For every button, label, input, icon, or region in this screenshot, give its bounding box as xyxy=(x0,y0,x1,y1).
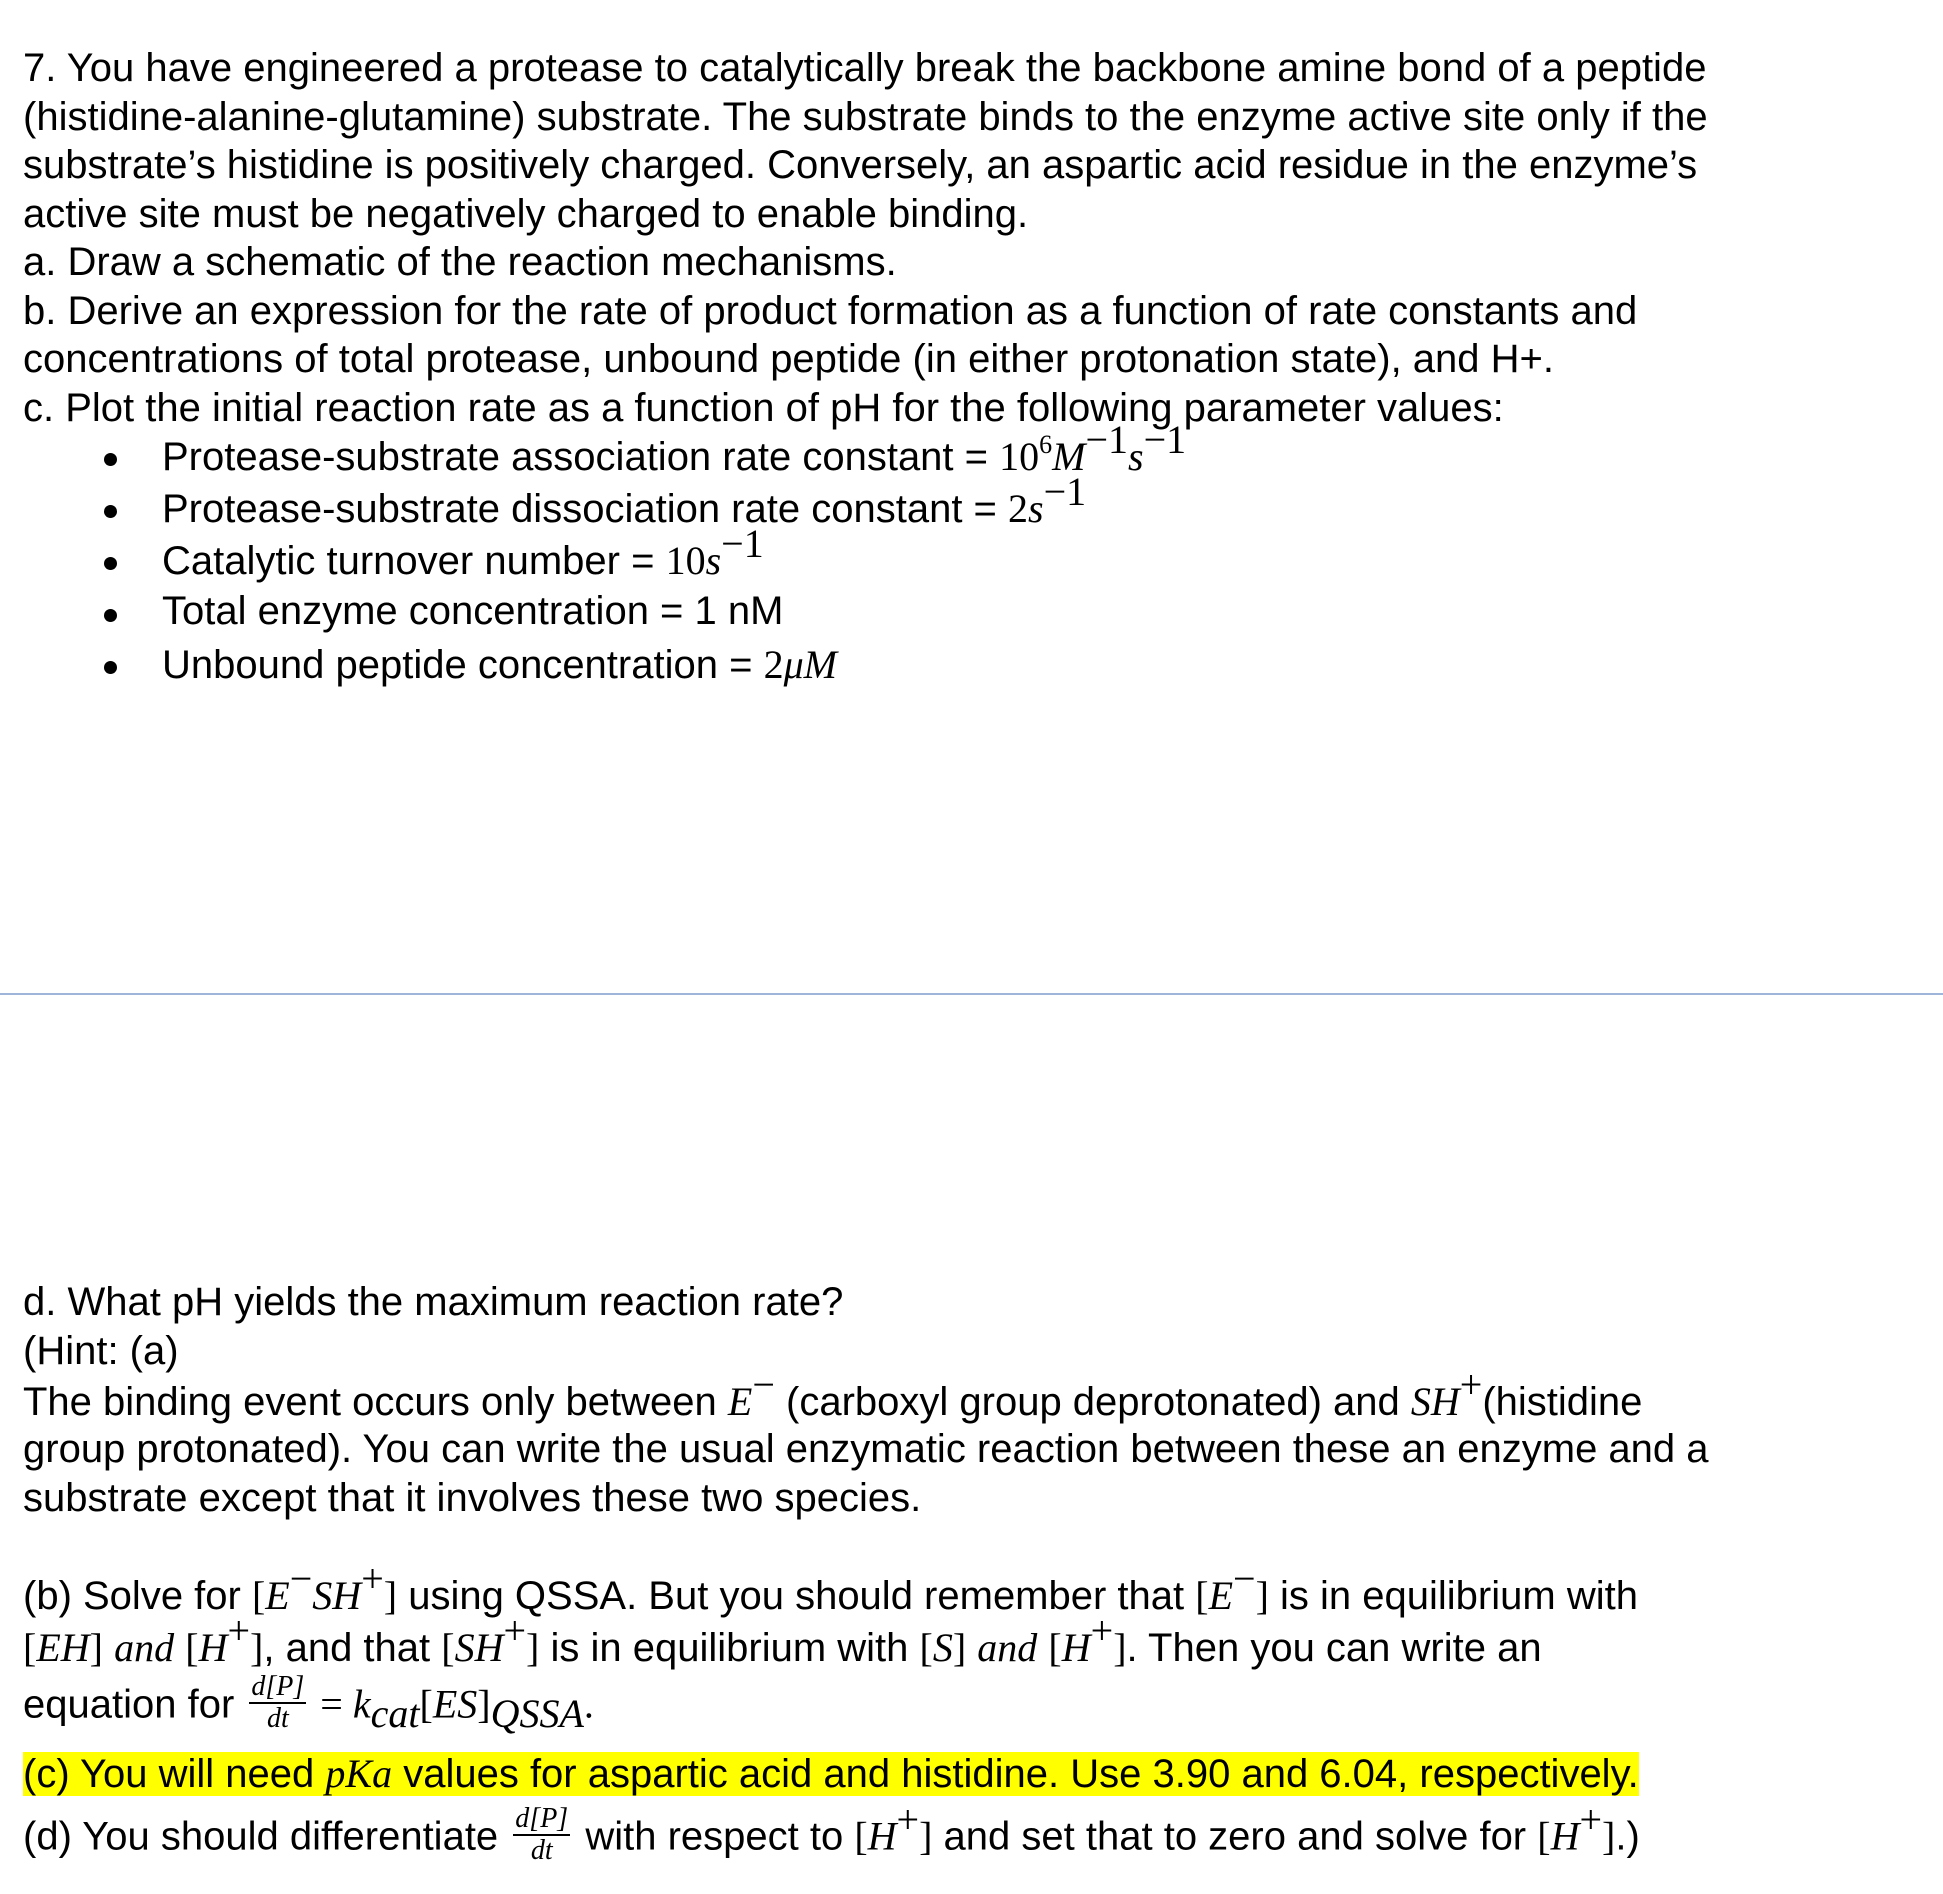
question-line: (histidine-alanine-glutamine) substrate. The substrate binds to the enzyme active site only if the xyxy=(23,94,1708,139)
hint-b-line: equation for $\frac{d[P]}{dt}$ = $k_{cat}[ES]_{QSSA}$. xyxy=(23,1671,594,1736)
question-line: active site must be negatively charged to enable binding. xyxy=(23,191,1029,236)
part-c: c. Plot the initial reaction rate as a function of pH for the following parameter values: xyxy=(23,385,1504,430)
hint-a-line: substrate except that it involves these two species. xyxy=(23,1476,922,1520)
highlighted-text: (c) You will need pKa values for aspartic acid and histidine. Use 3.90 and 6.04, respectively. xyxy=(23,1751,1639,1796)
hint-b-line: (b) Solve for [E−SH+] using QSSA. But you should remember that [E−] is in equilibrium with xyxy=(23,1556,1638,1618)
bullet-label: Total enzyme concentration = 1 nM xyxy=(162,589,784,633)
derivative-fraction: $\frac{d[P]}{dt}$ xyxy=(515,1803,569,1866)
hint-a-line: The binding event occurs only between E− (carboxyl group deprotonated) and SH+(histidine xyxy=(23,1362,1643,1424)
bullet-icon xyxy=(104,505,117,518)
bullet-label: Protease-substrate association rate constant = xyxy=(162,435,1000,479)
part-d: d. What pH yields the maximum reaction rate? xyxy=(23,1280,844,1324)
part-b: b. Derive an expression for the rate of product formation as a function of rate constants and xyxy=(23,288,1638,333)
derivative-fraction: $\frac{d[P]}{dt}$ xyxy=(251,1671,305,1734)
question-line: 7. You have engineered a protease to catalytically break the backbone amine bond of a peptide xyxy=(23,46,1707,90)
bullet-icon xyxy=(104,557,117,570)
bullet-icon xyxy=(104,661,117,674)
question-text xyxy=(23,44,1708,432)
bullet-label: Unbound peptide concentration = xyxy=(162,643,764,687)
page-divider xyxy=(0,993,1943,995)
hint-d-line: (d) You should differentiate $\frac{d[P]}{dt}$ with respect to [H+] and set that to zero and solve for [H+].) xyxy=(23,1796,1640,1866)
bullet-icon xyxy=(104,453,117,466)
bullet-icon xyxy=(104,609,117,622)
part-a: a. Draw a schematic of the reaction mechanisms. xyxy=(23,240,897,284)
hint-a-line: group protonated). You can write the usual enzymatic reaction between these an enzyme and a xyxy=(23,1427,1709,1471)
bullet-label: Catalytic turnover number = xyxy=(162,539,666,583)
hint-b-line: [EH] and [H+], and that [SH+] is in equilibrium with [S] and [H+]. Then you can write an xyxy=(23,1608,1542,1670)
bullet-label: Protease-substrate dissociation rate constant = xyxy=(162,487,1009,531)
part-b: concentrations of total protease, unbound peptide (in either protonation state), and H+. xyxy=(23,337,1555,381)
hint-title: (Hint: (a) xyxy=(23,1329,179,1373)
question-line: substrate’s histidine is positively charged. Conversely, an aspartic acid residue in the enzyme’s xyxy=(23,143,1698,187)
hint-c-line xyxy=(23,1750,1639,1797)
